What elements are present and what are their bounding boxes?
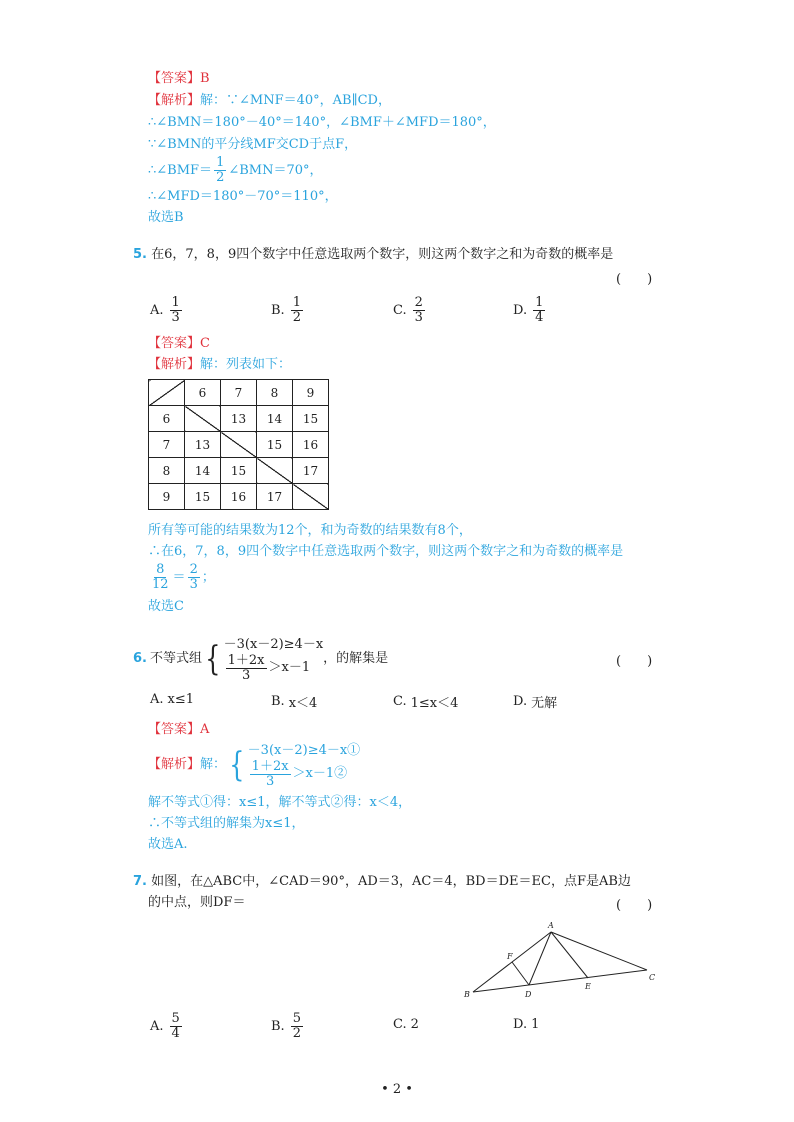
table-cell: 8 (149, 458, 185, 484)
q7-answer-paren: ( ) (616, 898, 653, 913)
q6-option-c[interactable]: C. 1≤x＜4 (393, 694, 459, 711)
label-b: B (464, 990, 470, 999)
q4-analysis-line6: 故选B (148, 210, 184, 225)
q6-analysis-line1: 解不等式①得：x≤1，解不等式②得：x＜4， (148, 795, 412, 810)
triangle-figure (455, 918, 670, 1000)
q5-analysis-line2: ∴在6，7，8，9四个数字中任意选取两个数字，则这两个数字之和为奇数的概率是 (148, 544, 624, 559)
q5-answer-line: 【答案】C (148, 336, 210, 351)
q5-analysis-line1: 所有等可能的结果数为12个，和为奇数的结果数有8个， (148, 523, 472, 538)
table-cell-diagonal (257, 458, 293, 484)
table-corner (149, 380, 185, 406)
table-cell: 7 (221, 380, 257, 406)
answer-tag: 【答案】 (148, 71, 201, 86)
label-a: A (548, 921, 554, 930)
table-cell: 16 (221, 484, 257, 510)
table-header-row (149, 380, 329, 406)
question-number: 6. (133, 651, 147, 666)
q6-option-d[interactable]: D. 无解 (513, 694, 558, 711)
q4-analysis-line1: 【解析】解：∵∠MNF＝40°，AB∥CD， (148, 93, 391, 108)
segment-bc (473, 970, 647, 992)
q6-answer-paren: ( ) (616, 654, 653, 669)
q7-stem-line2: 的中点，则DF＝ (148, 895, 246, 910)
q4-analysis-line4: ∴∠BMF＝ $\frac{1}{2}$ ∠BMN＝70°， (148, 155, 323, 185)
question-number: 7. (133, 874, 147, 889)
table-cell-diagonal (221, 432, 257, 458)
table-row (149, 406, 329, 432)
q4-analysis-line5: ∴∠MFD＝180°－70°＝110°， (148, 189, 338, 204)
q5-option-b[interactable]: B. $\frac{1}{2}$ (271, 295, 301, 325)
q5-analysis-line4: 故选C (148, 599, 184, 614)
q4-analysis-line2: ∴∠BMN＝180°－40°＝140°，∠BMF＋∠MFD＝180°， (148, 115, 496, 130)
inequality-system: －3(x－2)≥4－x $\frac{1+2x}{3}$ ＞x－1 (223, 636, 324, 683)
q7-stem-line1: 7. 如图，在△ABC中，∠CAD＝90°，AD＝3，AC＝4，BD＝DE＝EC，点F是AB边 (133, 874, 631, 889)
table-cell: 15 (221, 458, 257, 484)
q5-answer-paren: ( ) (616, 272, 653, 287)
q6-option-b[interactable]: B. x＜4 (271, 694, 318, 711)
answer-value: B (200, 71, 210, 86)
question-number: 5. (133, 247, 147, 262)
table-cell: 14 (257, 406, 293, 432)
table-cell: 8 (257, 380, 293, 406)
q5-option-a[interactable]: A. $\frac{1}{3}$ (150, 295, 180, 325)
table-cell: 15 (185, 484, 221, 510)
q4-analysis-line3: ∵∠BMN的平分线MF交CD于点F， (148, 137, 358, 152)
table-cell: 15 (257, 432, 293, 458)
q5-option-c[interactable]: C. $\frac{2}{3}$ (393, 295, 423, 325)
table-cell: 7 (149, 432, 185, 458)
table-cell-diagonal (293, 484, 329, 510)
q5-analysis-intro: 【解析】解：列表如下： (148, 357, 292, 372)
table-row (149, 458, 329, 484)
table-cell: 9 (149, 484, 185, 510)
table-row (149, 484, 329, 510)
table-cell: 13 (185, 432, 221, 458)
table-cell-diagonal (185, 406, 221, 432)
table-cell: 17 (293, 458, 329, 484)
q6-stem: 6. 不等式组 { －3(x－2)≥4－x $\frac{1+2x}{3}$ ＞x－1 ，的解集是 (133, 636, 389, 683)
page-number: • 2 • (381, 1082, 413, 1097)
table-cell: 6 (185, 380, 221, 406)
q7-option-c[interactable]: C. 2 (393, 1017, 419, 1032)
q6-answer-line: 【答案】A (148, 722, 210, 737)
table-cell: 6 (149, 406, 185, 432)
analysis-tag: 【解析】 (148, 93, 201, 108)
table-cell: 9 (293, 380, 329, 406)
label-f: F (507, 952, 513, 961)
q6-analysis-line3: 故选A. (148, 837, 188, 852)
q7-option-b[interactable]: B. $\frac{5}{2}$ (271, 1011, 301, 1041)
table-cell: 14 (185, 458, 221, 484)
q5-stem (133, 246, 613, 264)
label-d: D (525, 990, 532, 999)
q4-answer-line (148, 70, 210, 88)
table-cell: 13 (221, 406, 257, 432)
sum-table (148, 379, 329, 510)
q6-analysis-system: 【解析】 解： { －3(x－2)≥4－x① $\frac{1+2x}{3}$ ＞x－1② (148, 742, 361, 789)
q5-option-d[interactable]: D. $\frac{1}{4}$ (513, 295, 544, 325)
segment-df (512, 962, 529, 985)
q7-option-a[interactable]: A. $\frac{5}{4}$ (150, 1011, 180, 1041)
label-e: E (585, 982, 591, 991)
q5-analysis-line3: $\frac{8}{12}$ ＝ $\frac{2}{3}$ ； (152, 562, 215, 592)
label-c: C (649, 973, 656, 982)
q6-analysis-line2: ∴不等式组的解集为x≤1， (148, 816, 305, 831)
table-cell: 16 (293, 432, 329, 458)
table-row (149, 432, 329, 458)
table-cell: 15 (293, 406, 329, 432)
q6-option-a[interactable]: A. x≤1 (150, 692, 195, 707)
q7-option-d[interactable]: D. 1 (513, 1017, 540, 1032)
segment-ac (551, 932, 647, 970)
table-cell: 17 (257, 484, 293, 510)
question-text: 在6，7，8，9四个数字中任意选取两个数字，则这两个数字之和为奇数的概率是 (151, 247, 614, 262)
